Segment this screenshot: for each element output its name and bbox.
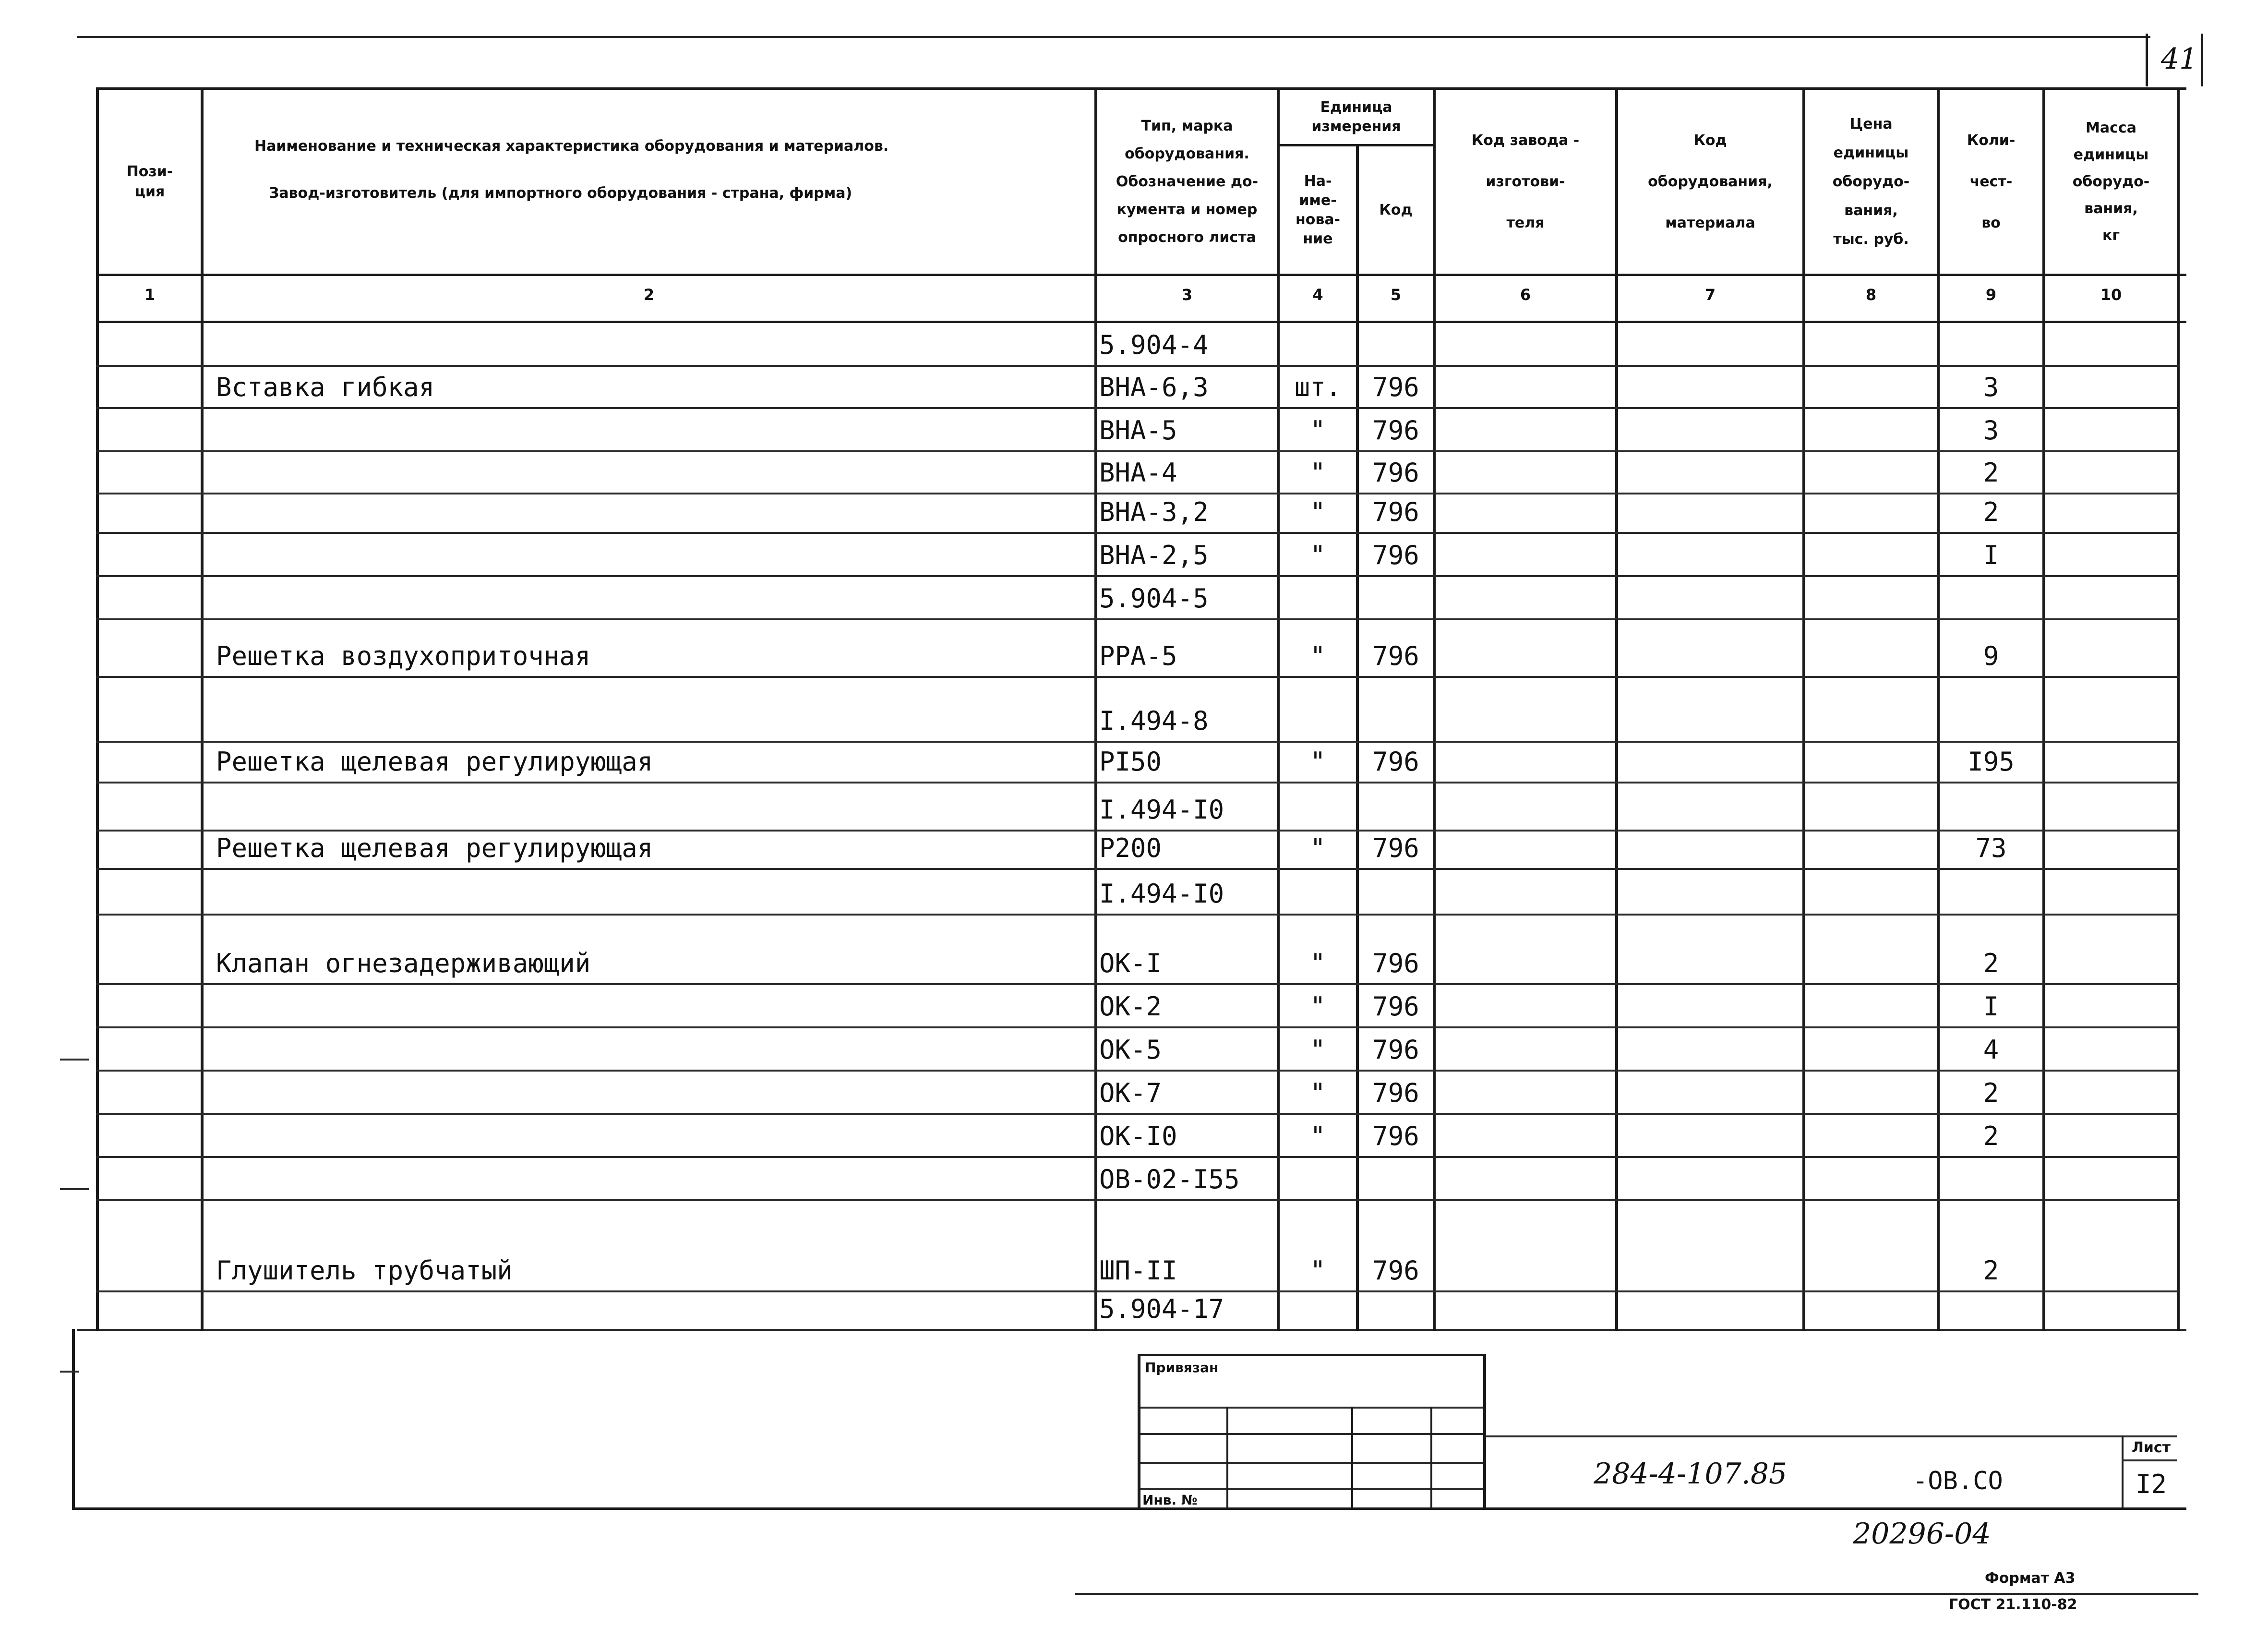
cell-unit-code: 796 (1372, 747, 1419, 777)
format-label: Формат А3 (1985, 1570, 2076, 1587)
col-line-4 (1356, 144, 1359, 1331)
cell-quantity: 73 (1975, 833, 2007, 863)
colnum-6: 6 (1520, 286, 1531, 304)
table-bottom-border (72, 1507, 2186, 1510)
header-name-line2: Завод-изготовитель (для импортного оборудования - страна, фирма) (269, 185, 852, 202)
cell-unit-code: 796 (1372, 415, 1419, 446)
cell-quantity: I95 (1968, 747, 2015, 777)
cell-type: 5.904-17 (1099, 1294, 1224, 1324)
cell-unit: " (1310, 991, 1326, 1022)
row-separator (96, 493, 2179, 494)
cell-quantity: 2 (1983, 1078, 1999, 1108)
margin-tick (60, 1059, 89, 1061)
header-unit-name-text: На- име- нова- ние (1295, 172, 1341, 247)
stamp-row-4 (1138, 1488, 1486, 1490)
colnum-1: 1 (144, 286, 156, 304)
document-number: 284-4-107.85 (1594, 1457, 1788, 1491)
col-line-1 (201, 87, 204, 1331)
header-unit-code-text: Код (1379, 201, 1413, 218)
cell-unit: " (1310, 1121, 1326, 1151)
colnum-5: 5 (1390, 286, 1402, 304)
cell-type: PI50 (1099, 747, 1162, 777)
row-separator (96, 1156, 2179, 1158)
row-separator (96, 1290, 2179, 1292)
stamp-right (1483, 1354, 1486, 1507)
cell-unit-code: 796 (1372, 991, 1419, 1022)
cell-type: I.494-I0 (1099, 879, 1224, 909)
gost-label: ГОСТ 21.110-82 (1949, 1596, 2077, 1613)
row-separator (96, 782, 2179, 783)
cell-unit: " (1310, 641, 1326, 671)
stamp-col-c (1430, 1407, 1432, 1507)
colnum-2: 2 (643, 286, 655, 304)
col-line-5 (1433, 87, 1436, 1331)
cell-type: ВНА-4 (1099, 458, 1177, 488)
cell-unit-code: 796 (1372, 458, 1419, 488)
cell-unit: " (1310, 540, 1326, 570)
cell-name: Клапан огнезадерживающий (216, 948, 591, 978)
row-separator (96, 830, 2179, 832)
header-maker-code-text: Код завода - изготови- теля (1471, 132, 1580, 231)
stamp-inv-label: Инв. № (1142, 1492, 1198, 1508)
colnum-3: 3 (1181, 286, 1193, 304)
header-price-text: Цена единицы оборудо- вания, тыс. руб. (1832, 116, 1910, 248)
stamp-top (1138, 1354, 1486, 1356)
cell-quantity: I (1983, 991, 1999, 1022)
header-type-text: Тип, марка оборудования. Обозначение до- кумента и номер опросного листа (1116, 118, 1259, 246)
col-line-6 (1615, 87, 1618, 1331)
cell-type: ОК-2 (1099, 991, 1162, 1022)
cell-type: ШП-II (1099, 1255, 1177, 1286)
cell-type: Р200 (1099, 833, 1162, 863)
body-end-line (77, 1329, 2186, 1331)
colnum-8: 8 (1865, 286, 1877, 304)
header-maker-code (1436, 90, 1615, 274)
cell-type: I.494-8 (1099, 706, 1209, 736)
corner-tick (2146, 34, 2148, 86)
header-bottom-border (96, 274, 2186, 276)
margin-tick (60, 1188, 89, 1190)
cell-name: Решетка щелевая регулирующая (216, 833, 653, 863)
row-separator (96, 532, 2179, 534)
row-separator (96, 1113, 2179, 1115)
header-mass (2045, 90, 2177, 274)
header-unit-group (1280, 90, 1433, 144)
header-quantity (1940, 90, 2042, 274)
sheet-label: Лист (2131, 1439, 2171, 1456)
stamp-col-b (1351, 1407, 1353, 1507)
cell-unit: " (1310, 497, 1326, 527)
cell-unit-code: 796 (1372, 641, 1419, 671)
cell-type: ОК-7 (1099, 1078, 1162, 1108)
header-unit-code (1359, 146, 1433, 274)
cell-unit-code: 796 (1372, 372, 1419, 402)
header-quantity-text: Коли- чест- во (1967, 132, 2016, 231)
row-separator (96, 983, 2179, 985)
cell-unit: " (1310, 747, 1326, 777)
archive-number: 20296-04 (1853, 1517, 1991, 1551)
stamp-col-a (1226, 1407, 1228, 1507)
cell-quantity: 3 (1983, 372, 1999, 402)
cell-unit-code: 796 (1372, 540, 1419, 570)
col-line-0 (96, 87, 99, 1331)
col-line-2 (1094, 87, 1097, 1331)
cell-unit: " (1310, 833, 1326, 863)
col-line-9 (2042, 87, 2045, 1331)
cell-unit-code: 796 (1372, 833, 1419, 863)
header-name-line1: Наименование и техническая характеристика оборудования и материалов. (254, 138, 889, 155)
row-separator (96, 676, 2179, 678)
row-separator (96, 575, 2179, 577)
cell-quantity: 4 (1983, 1035, 1999, 1065)
cell-type: ВНА-2,5 (1099, 540, 1209, 570)
corner-tick-right (2201, 34, 2203, 86)
cell-unit: " (1310, 415, 1326, 446)
row-separator (96, 914, 2179, 916)
colnum-4: 4 (1312, 286, 1323, 304)
margin-tick (60, 1371, 79, 1373)
colnum-10: 10 (2100, 286, 2122, 304)
cell-type: ОК-I0 (1099, 1121, 1177, 1151)
row-separator (96, 1070, 2179, 1072)
row-separator (96, 450, 2179, 452)
sheet-number: I2 (2135, 1469, 2167, 1499)
header-price (1805, 90, 1937, 274)
sheet-corner-number: 41 (2160, 42, 2198, 76)
stamp-left (1138, 1354, 1140, 1507)
cell-quantity: 9 (1983, 641, 1999, 671)
header-equipment-code (1618, 90, 1802, 274)
cell-name: Решетка воздухоприточная (216, 641, 591, 671)
row-separator (96, 741, 2179, 743)
row-separator (96, 1026, 2179, 1028)
footer-rule (1075, 1593, 2198, 1595)
cell-quantity: I (1983, 540, 1999, 570)
cell-type: ОК-5 (1099, 1035, 1162, 1065)
cell-quantity: 2 (1983, 497, 1999, 527)
cell-type: 5.904-5 (1099, 583, 1209, 614)
cell-unit-code: 796 (1372, 1121, 1419, 1151)
cell-type: РРА-5 (1099, 641, 1177, 671)
row-separator (96, 365, 2179, 367)
header-mass-text: Масса единицы оборудо- вания, кг (2072, 120, 2150, 244)
row-separator (96, 1199, 2179, 1201)
cell-unit: " (1310, 1255, 1326, 1286)
cell-unit-code: 796 (1372, 948, 1419, 978)
cell-quantity: 3 (1983, 415, 1999, 446)
cell-type: ВНА-3,2 (1099, 497, 1209, 527)
cell-name: Вставка гибкая (216, 372, 435, 402)
header-position (99, 90, 201, 274)
cell-unit-code: 796 (1372, 497, 1419, 527)
frame-left (72, 1329, 75, 1510)
table-top-border (96, 87, 2186, 90)
stamp-applied-label: Привязан (1145, 1360, 1219, 1375)
cell-type: ОК-I (1099, 948, 1162, 978)
cell-unit-code: 796 (1372, 1255, 1419, 1286)
colnum-bottom-border (96, 321, 2186, 323)
stamp-row-1 (1138, 1407, 1486, 1409)
header-position-text: Пози- ция (126, 163, 173, 200)
cell-type: ОВ-02-I55 (1099, 1164, 1240, 1194)
stamp-doc-line (1486, 1435, 2177, 1437)
col-line-10 (2177, 87, 2180, 1331)
cell-unit: " (1310, 458, 1326, 488)
cell-unit: " (1310, 1078, 1326, 1108)
cell-unit: " (1310, 948, 1326, 978)
document-suffix: -ОВ.СО (1913, 1467, 2003, 1495)
stamp-row-3 (1138, 1462, 1486, 1464)
row-separator (96, 618, 2179, 620)
cell-name: Глушитель трубчатый (216, 1255, 513, 1286)
cell-quantity: 2 (1983, 948, 1999, 978)
colnum-7: 7 (1704, 286, 1716, 304)
cell-quantity: 2 (1983, 1121, 1999, 1151)
cell-type: 5.904-4 (1099, 330, 1209, 360)
stamp-sheet-divider (2122, 1435, 2124, 1507)
cell-unit: шт. (1294, 372, 1342, 402)
cell-type: I.494-I0 (1099, 795, 1224, 825)
cell-unit-code: 796 (1372, 1035, 1419, 1065)
colnum-9: 9 (1985, 286, 1997, 304)
cell-quantity: 2 (1983, 1255, 1999, 1286)
cell-unit-code: 796 (1372, 1078, 1419, 1108)
header-unit-name (1280, 146, 1356, 274)
stamp-sheet-line (2122, 1459, 2177, 1461)
row-separator (96, 868, 2179, 870)
cell-type: ВНА-6,3 (1099, 372, 1209, 402)
cell-unit: " (1310, 1035, 1326, 1065)
col-line-7 (1802, 87, 1805, 1331)
top-rule (77, 36, 2150, 38)
header-type (1097, 90, 1277, 274)
cell-type: ВНА-5 (1099, 415, 1177, 446)
header-equipment-code-text: Код оборудования, материала (1648, 132, 1773, 231)
cell-quantity: 2 (1983, 458, 1999, 488)
row-separator (96, 407, 2179, 409)
cell-name: Решетка щелевая регулирующая (216, 747, 653, 777)
header-unit-group-text: Единица измерения (1311, 99, 1401, 135)
stamp-row-2 (1138, 1433, 1486, 1435)
